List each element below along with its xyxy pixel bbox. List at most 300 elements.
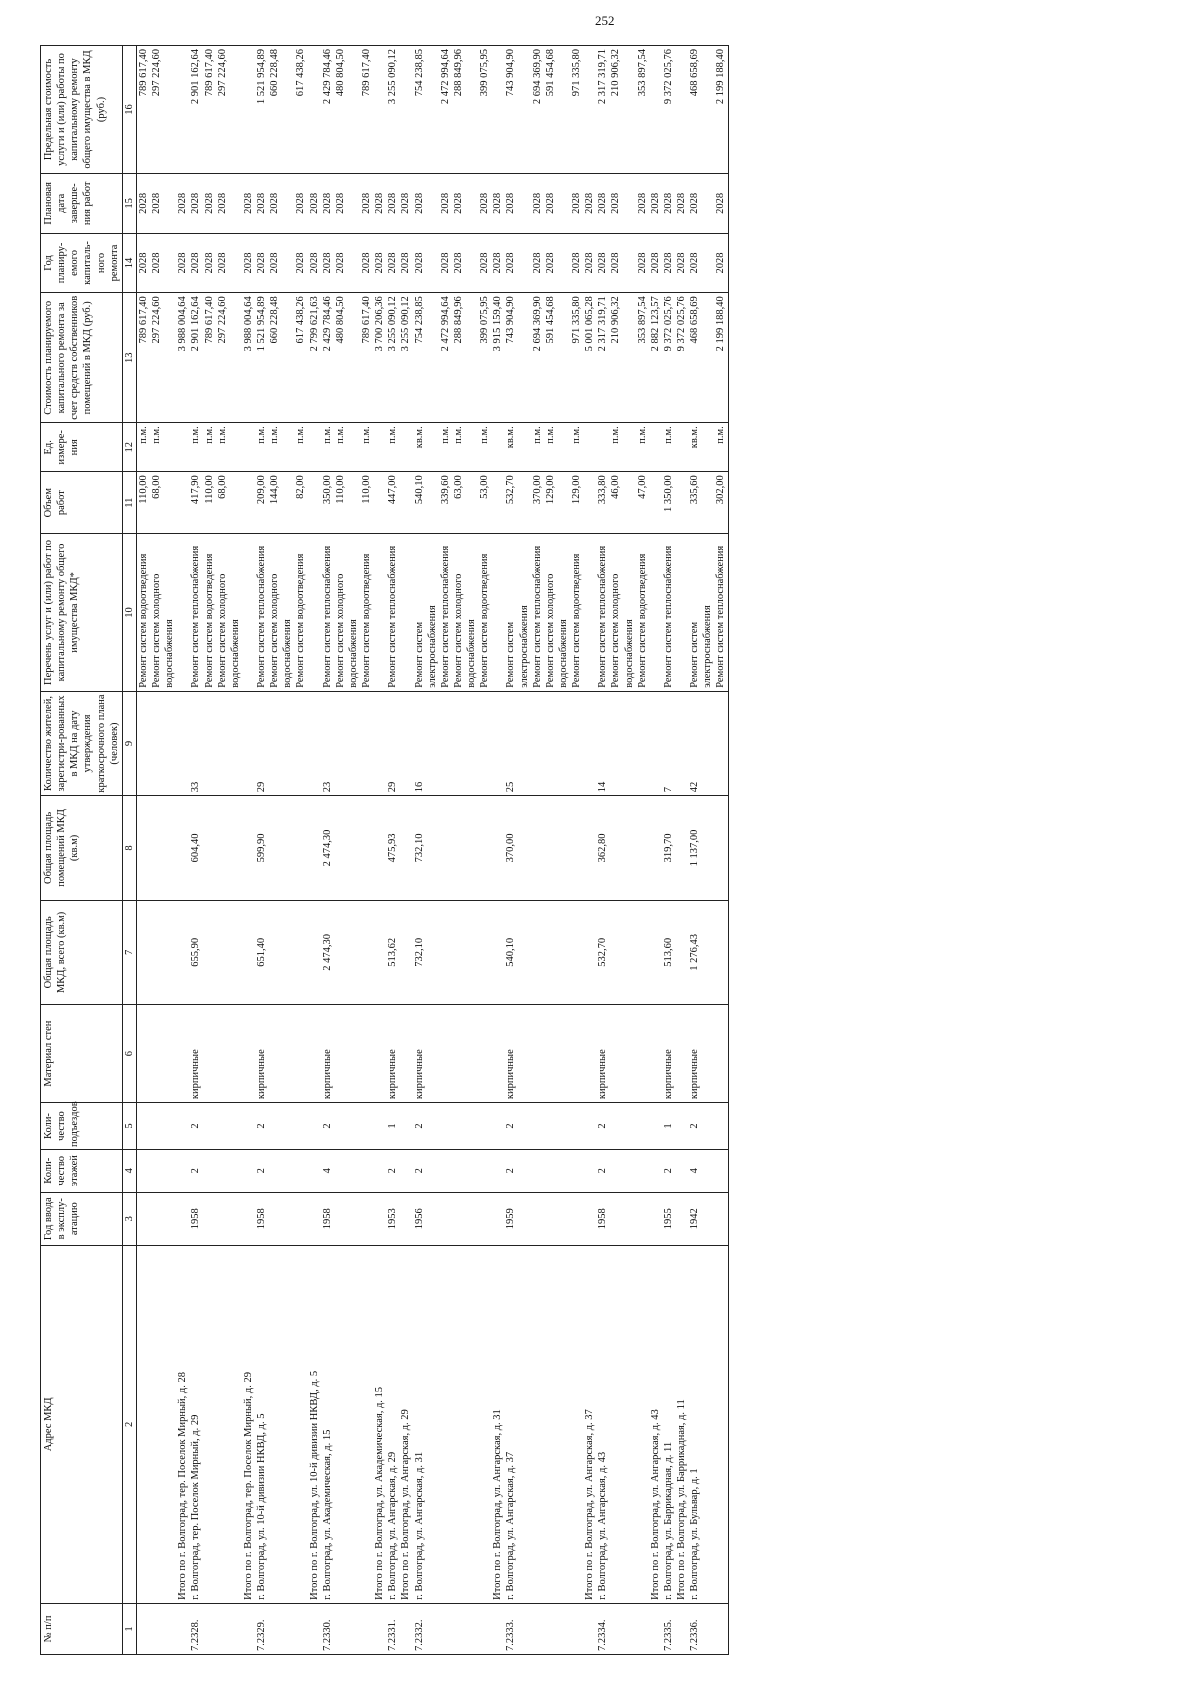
year-cell: 1958 xyxy=(189,1192,202,1245)
table-row xyxy=(714,46,728,1655)
column-number: 8 xyxy=(122,796,136,900)
table-row xyxy=(255,46,268,1655)
max-cost-cell xyxy=(649,46,662,174)
row-number: 7.2334. xyxy=(596,1603,609,1654)
repair-year-cell: 2028 xyxy=(242,233,255,293)
cost-cell: 789 617,40 xyxy=(360,293,373,423)
cost-cell: 2 901 162,64 xyxy=(189,293,202,423)
column-number: 13 xyxy=(122,293,136,423)
year-cell xyxy=(649,1192,662,1245)
total-row xyxy=(399,46,412,1655)
entrances-cell xyxy=(308,1103,321,1150)
unit-cell: п.м. xyxy=(531,423,544,472)
entrances-cell xyxy=(531,1103,544,1150)
repair-year-cell: 2028 xyxy=(609,233,635,293)
volume-cell: 417,90 xyxy=(189,472,202,534)
max-cost-cell: 1 521 954,89 xyxy=(255,46,268,174)
entrances-cell: 2 xyxy=(596,1103,609,1150)
work-type-cell: Ремонт систем холодного водоснабжения xyxy=(544,534,570,692)
entrances-cell: 2 xyxy=(688,1103,714,1150)
entrances-cell xyxy=(294,1103,307,1150)
work-type-cell: Ремонт систем теплоснабжения xyxy=(531,534,544,692)
entrances-cell xyxy=(583,1103,596,1150)
unit-cell xyxy=(308,423,321,472)
entrances-cell xyxy=(334,1103,360,1150)
cost-cell: 5 001 065,28 xyxy=(583,293,596,423)
total-area-cell xyxy=(478,900,491,1004)
total-area-cell xyxy=(583,900,596,1004)
floors-cell xyxy=(583,1149,596,1192)
header-cell: Ед. измере-ния xyxy=(41,423,123,472)
wall-material-cell xyxy=(649,1005,662,1103)
year-cell xyxy=(399,1192,412,1245)
volume-cell: 110,00 xyxy=(203,472,216,534)
volume-cell: 209,00 xyxy=(255,472,268,534)
residents-cell xyxy=(176,691,189,795)
row-number: 7.2332. xyxy=(413,1603,439,1654)
entrances-cell: 2 xyxy=(413,1103,439,1150)
year-cell xyxy=(268,1192,294,1245)
premises-area-cell: 1 137,00 xyxy=(688,796,714,900)
unit-cell: п.м. xyxy=(216,423,242,472)
repair-year-cell: 2028 xyxy=(531,233,544,293)
unit-cell: п.м. xyxy=(478,423,491,472)
repair-year-cell: 2028 xyxy=(544,233,570,293)
volume-cell: 68,00 xyxy=(150,472,176,534)
year-cell: 1953 xyxy=(386,1192,399,1245)
unit-cell: п.м. xyxy=(360,423,373,472)
page-number: 252 xyxy=(595,13,615,28)
row-number xyxy=(136,1603,150,1654)
year-cell xyxy=(176,1192,189,1245)
max-cost-cell: 9 372 025,76 xyxy=(662,46,675,174)
year-cell xyxy=(203,1192,216,1245)
wall-material-cell xyxy=(216,1005,242,1103)
floors-cell xyxy=(242,1149,255,1192)
total-area-cell xyxy=(439,900,452,1004)
row-number xyxy=(675,1603,688,1654)
header-cell: Объем работ xyxy=(41,472,123,534)
residents-cell xyxy=(268,691,294,795)
premises-area-cell xyxy=(308,796,321,900)
row-number xyxy=(334,1603,360,1654)
column-number-row xyxy=(122,46,136,1655)
residents-cell xyxy=(649,691,662,795)
cost-cell: 399 075,95 xyxy=(478,293,491,423)
address-cell: Итого по г. Волгоград, ул. Баррикадная, д. 11 xyxy=(675,1245,688,1603)
row-number xyxy=(373,1603,386,1654)
completion-date-cell: 2028 xyxy=(136,173,150,233)
total-area-cell xyxy=(308,900,321,1004)
residents-cell: 29 xyxy=(255,691,268,795)
volume-cell: 370,00 xyxy=(531,472,544,534)
floors-cell xyxy=(136,1149,150,1192)
year-cell: 1942 xyxy=(688,1192,714,1245)
cost-cell: 2 199 188,40 xyxy=(714,293,728,423)
total-area-cell: 513,62 xyxy=(386,900,399,1004)
volume-cell: 63,00 xyxy=(452,472,478,534)
table-row xyxy=(268,46,294,1655)
table-row xyxy=(413,46,439,1655)
entrances-cell xyxy=(268,1103,294,1150)
volume-cell: 144,00 xyxy=(268,472,294,534)
residents-cell xyxy=(308,691,321,795)
total-row xyxy=(242,46,255,1655)
premises-area-cell xyxy=(136,796,150,900)
table-row xyxy=(544,46,570,1655)
work-type-cell: Ремонт систем водоотведения xyxy=(636,534,649,692)
unit-cell xyxy=(373,423,386,472)
unit-cell xyxy=(583,423,596,472)
volume-cell: 46,00 xyxy=(609,472,635,534)
completion-date-cell: 2028 xyxy=(662,173,675,233)
residents-cell: 7 xyxy=(662,691,675,795)
completion-date-cell: 2028 xyxy=(189,173,202,233)
unit-cell: п.м. xyxy=(452,423,478,472)
volume-cell: 129,00 xyxy=(570,472,583,534)
row-number: 7.2329. xyxy=(255,1603,268,1654)
total-row xyxy=(373,46,386,1655)
column-number: 10 xyxy=(122,534,136,692)
row-number xyxy=(308,1603,321,1654)
residents-cell xyxy=(675,691,688,795)
premises-area-cell xyxy=(544,796,570,900)
max-cost-cell: 971 335,80 xyxy=(570,46,583,174)
completion-date-cell: 2028 xyxy=(308,173,321,233)
completion-date-cell: 2028 xyxy=(216,173,242,233)
floors-cell xyxy=(675,1149,688,1192)
volume-cell xyxy=(373,472,386,534)
address-cell xyxy=(544,1245,570,1603)
header-cell: Перечень услуг и (или) работ по капитальному ремонту общего имущества МКД* xyxy=(41,534,123,692)
wall-material-cell: кирпичные xyxy=(255,1005,268,1103)
max-cost-cell: 789 617,40 xyxy=(136,46,150,174)
address-cell xyxy=(268,1245,294,1603)
wall-material-cell xyxy=(452,1005,478,1103)
total-area-cell xyxy=(399,900,412,1004)
completion-date-cell: 2028 xyxy=(570,173,583,233)
floors-cell xyxy=(216,1149,242,1192)
year-cell: 1956 xyxy=(413,1192,439,1245)
floors-cell xyxy=(399,1149,412,1192)
cost-cell: 743 904,90 xyxy=(504,293,530,423)
work-type-cell: Ремонт систем водоотведения xyxy=(136,534,150,692)
column-number: 6 xyxy=(122,1005,136,1103)
floors-cell: 2 xyxy=(189,1149,202,1192)
wall-material-cell xyxy=(176,1005,189,1103)
row-number xyxy=(203,1603,216,1654)
entrances-cell: 2 xyxy=(189,1103,202,1150)
work-type-cell: Ремонт систем теплоснабжения xyxy=(662,534,675,692)
table-row xyxy=(189,46,202,1655)
cost-cell: 754 238,85 xyxy=(413,293,439,423)
entrances-cell xyxy=(242,1103,255,1150)
premises-area-cell xyxy=(334,796,360,900)
column-number: 5 xyxy=(122,1103,136,1150)
address-cell: г. Волгоград, ул. Академическая, д. 15 xyxy=(321,1245,334,1603)
residents-cell xyxy=(714,691,728,795)
table-row xyxy=(386,46,399,1655)
floors-cell xyxy=(544,1149,570,1192)
table-row xyxy=(531,46,544,1655)
completion-date-cell: 2028 xyxy=(386,173,399,233)
row-number xyxy=(531,1603,544,1654)
wall-material-cell: кирпичные xyxy=(321,1005,334,1103)
row-number: 7.2328. xyxy=(189,1603,202,1654)
residents-cell xyxy=(570,691,583,795)
table-row xyxy=(596,46,609,1655)
premises-area-cell xyxy=(373,796,386,900)
floors-cell: 4 xyxy=(688,1149,714,1192)
address-cell xyxy=(478,1245,491,1603)
unit-cell: п.м. xyxy=(136,423,150,472)
wall-material-cell xyxy=(334,1005,360,1103)
volume-cell: 532,70 xyxy=(504,472,530,534)
address-cell: Итого по г. Волгоград, ул. Ангарская, д. 43 xyxy=(649,1245,662,1603)
address-cell: Итого по г. Волгоград, ул. Ангарская, д. 29 xyxy=(399,1245,412,1603)
floors-cell: 2 xyxy=(255,1149,268,1192)
table-row xyxy=(570,46,583,1655)
completion-date-cell: 2028 xyxy=(675,173,688,233)
row-number xyxy=(491,1603,504,1654)
address-cell: г. Волгоград, ул. Ангарская, д. 29 xyxy=(386,1245,399,1603)
work-type-cell xyxy=(242,534,255,692)
row-number xyxy=(399,1603,412,1654)
work-type-cell xyxy=(373,534,386,692)
floors-cell xyxy=(491,1149,504,1192)
wall-material-cell xyxy=(360,1005,373,1103)
total-area-cell xyxy=(242,900,255,1004)
wall-material-cell xyxy=(675,1005,688,1103)
residents-cell xyxy=(491,691,504,795)
table-row xyxy=(216,46,242,1655)
cost-cell: 480 804,50 xyxy=(334,293,360,423)
total-area-cell xyxy=(531,900,544,1004)
completion-date-cell: 2028 xyxy=(150,173,176,233)
repair-year-cell: 2028 xyxy=(439,233,452,293)
wall-material-cell xyxy=(308,1005,321,1103)
repair-year-cell: 2028 xyxy=(360,233,373,293)
work-type-cell: Ремонт систем теплоснабжения xyxy=(255,534,268,692)
repair-year-cell: 2028 xyxy=(294,233,307,293)
max-cost-cell: 297 224,60 xyxy=(150,46,176,174)
residents-cell xyxy=(609,691,635,795)
residents-cell xyxy=(216,691,242,795)
year-cell xyxy=(150,1192,176,1245)
row-number: 7.2330. xyxy=(321,1603,334,1654)
total-area-cell: 540,10 xyxy=(504,900,530,1004)
work-type-cell xyxy=(649,534,662,692)
unit-cell: п.м. xyxy=(150,423,176,472)
max-cost-cell xyxy=(308,46,321,174)
max-cost-cell xyxy=(373,46,386,174)
row-number xyxy=(544,1603,570,1654)
residents-cell: 29 xyxy=(386,691,399,795)
premises-area-cell xyxy=(150,796,176,900)
volume-cell: 302,00 xyxy=(714,472,728,534)
premises-area-cell xyxy=(203,796,216,900)
residents-cell xyxy=(531,691,544,795)
wall-material-cell xyxy=(478,1005,491,1103)
cost-cell: 3 988 004,64 xyxy=(242,293,255,423)
unit-cell: п.м. xyxy=(334,423,360,472)
unit-cell xyxy=(242,423,255,472)
entrances-cell xyxy=(452,1103,478,1150)
year-cell xyxy=(636,1192,649,1245)
column-number: 12 xyxy=(122,423,136,472)
residents-cell xyxy=(203,691,216,795)
unit-cell: п.м. xyxy=(203,423,216,472)
cost-cell: 353 897,54 xyxy=(636,293,649,423)
row-number xyxy=(570,1603,583,1654)
address-cell xyxy=(452,1245,478,1603)
year-cell xyxy=(136,1192,150,1245)
work-type-cell: Ремонт систем электроснабжения xyxy=(504,534,530,692)
cost-cell: 468 658,69 xyxy=(688,293,714,423)
volume-cell xyxy=(583,472,596,534)
year-cell xyxy=(544,1192,570,1245)
address-cell xyxy=(570,1245,583,1603)
total-area-cell: 513,60 xyxy=(662,900,675,1004)
table-row xyxy=(203,46,216,1655)
repair-year-cell: 2028 xyxy=(675,233,688,293)
floors-cell xyxy=(176,1149,189,1192)
address-cell xyxy=(636,1245,649,1603)
year-cell xyxy=(308,1192,321,1245)
table-row xyxy=(360,46,373,1655)
premises-area-cell xyxy=(360,796,373,900)
work-type-cell: Ремонт систем холодного водоснабжения xyxy=(452,534,478,692)
floors-cell xyxy=(609,1149,635,1192)
floors-cell xyxy=(649,1149,662,1192)
year-cell xyxy=(714,1192,728,1245)
cost-cell: 660 228,48 xyxy=(268,293,294,423)
address-cell xyxy=(609,1245,635,1603)
year-cell: 1955 xyxy=(662,1192,675,1245)
repair-year-cell: 2028 xyxy=(386,233,399,293)
wall-material-cell: кирпичные xyxy=(504,1005,530,1103)
repair-year-cell: 2028 xyxy=(478,233,491,293)
year-cell: 1958 xyxy=(321,1192,334,1245)
table-row xyxy=(150,46,176,1655)
wall-material-cell: кирпичные xyxy=(413,1005,439,1103)
cost-cell: 3 700 206,36 xyxy=(373,293,386,423)
wall-material-cell xyxy=(136,1005,150,1103)
table-row xyxy=(636,46,649,1655)
address-cell: г. Волгоград, ул. Баррикадная, д. 11 xyxy=(662,1245,675,1603)
residents-cell xyxy=(636,691,649,795)
completion-date-cell: 2028 xyxy=(268,173,294,233)
cost-cell: 297 224,60 xyxy=(216,293,242,423)
total-area-cell xyxy=(714,900,728,1004)
residents-cell xyxy=(399,691,412,795)
column-number: 7 xyxy=(122,900,136,1004)
cost-cell: 971 335,80 xyxy=(570,293,583,423)
premises-area-cell xyxy=(478,796,491,900)
total-area-cell xyxy=(373,900,386,1004)
repair-year-cell: 2028 xyxy=(136,233,150,293)
volume-cell: 110,00 xyxy=(136,472,150,534)
floors-cell xyxy=(570,1149,583,1192)
unit-cell xyxy=(399,423,412,472)
max-cost-cell: 288 849,96 xyxy=(452,46,478,174)
column-number: 14 xyxy=(122,233,136,293)
residents-cell xyxy=(150,691,176,795)
max-cost-cell: 3 255 090,12 xyxy=(386,46,399,174)
residents-cell xyxy=(242,691,255,795)
cost-cell: 2 472 994,64 xyxy=(439,293,452,423)
total-row xyxy=(308,46,321,1655)
total-area-cell xyxy=(150,900,176,1004)
work-type-cell: Ремонт систем водоотведения xyxy=(570,534,583,692)
total-area-cell xyxy=(636,900,649,1004)
column-number: 11 xyxy=(122,472,136,534)
table-row xyxy=(662,46,675,1655)
table-body xyxy=(122,46,728,1655)
volume-cell xyxy=(491,472,504,534)
header-cell: № п/п xyxy=(41,1603,123,1654)
max-cost-cell: 591 454,68 xyxy=(544,46,570,174)
table-row xyxy=(452,46,478,1655)
residents-cell xyxy=(373,691,386,795)
floors-cell xyxy=(373,1149,386,1192)
unit-cell xyxy=(649,423,662,472)
work-type-cell: Ремонт систем электроснабжения xyxy=(688,534,714,692)
year-cell xyxy=(478,1192,491,1245)
repair-year-cell: 2028 xyxy=(308,233,321,293)
address-cell: Итого по г. Волгоград, ул. Ангарская, д. 31 xyxy=(491,1245,504,1603)
total-area-cell xyxy=(136,900,150,1004)
max-cost-cell: 789 617,40 xyxy=(360,46,373,174)
row-number xyxy=(294,1603,307,1654)
residents-cell: 14 xyxy=(596,691,609,795)
cost-cell: 2 694 369,90 xyxy=(531,293,544,423)
total-area-cell xyxy=(675,900,688,1004)
repair-year-cell: 2028 xyxy=(596,233,609,293)
premises-area-cell: 599,90 xyxy=(255,796,268,900)
address-cell xyxy=(216,1245,242,1603)
volume-cell: 129,00 xyxy=(544,472,570,534)
entrances-cell: 2 xyxy=(321,1103,334,1150)
wall-material-cell: кирпичные xyxy=(596,1005,609,1103)
work-type-cell: Ремонт систем холодного водоснабжения xyxy=(216,534,242,692)
year-cell xyxy=(216,1192,242,1245)
row-number xyxy=(452,1603,478,1654)
entrances-cell xyxy=(491,1103,504,1150)
floors-cell xyxy=(294,1149,307,1192)
volume-cell xyxy=(308,472,321,534)
premises-area-cell xyxy=(294,796,307,900)
floors-cell: 2 xyxy=(413,1149,439,1192)
unit-cell xyxy=(491,423,504,472)
year-cell xyxy=(439,1192,452,1245)
repair-year-cell: 2028 xyxy=(176,233,189,293)
wall-material-cell xyxy=(636,1005,649,1103)
work-type-cell: Ремонт систем водоотведения xyxy=(478,534,491,692)
total-area-cell xyxy=(570,900,583,1004)
year-cell xyxy=(675,1192,688,1245)
entrances-cell: 2 xyxy=(504,1103,530,1150)
wall-material-cell: кирпичные xyxy=(189,1005,202,1103)
entrances-cell xyxy=(478,1103,491,1150)
address-cell: Итого по г. Волгоград, ул. Ангарская, д. 37 xyxy=(583,1245,596,1603)
unit-cell xyxy=(675,423,688,472)
floors-cell: 4 xyxy=(321,1149,334,1192)
repair-year-cell: 2028 xyxy=(570,233,583,293)
repair-year-cell: 2028 xyxy=(321,233,334,293)
entrances-cell xyxy=(439,1103,452,1150)
repair-year-cell: 2028 xyxy=(662,233,675,293)
